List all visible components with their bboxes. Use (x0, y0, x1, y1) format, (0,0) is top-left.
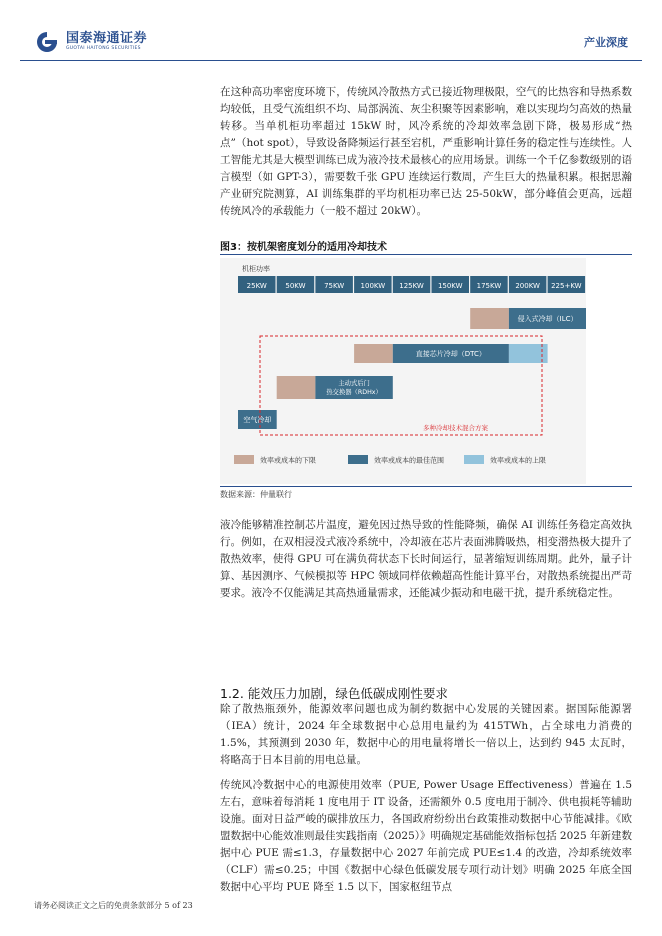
category-label: 175KW (476, 282, 502, 290)
category-label: 150KW (437, 282, 463, 290)
tech-bar-lower (277, 376, 316, 399)
hybrid-solution-label: 多种冷却技术混合方案 (423, 424, 488, 432)
tech-label: 主动式后门 (338, 380, 370, 387)
legend-swatch (348, 455, 368, 464)
category-label: 125KW (399, 282, 424, 290)
logo-mark-icon (34, 31, 60, 53)
paragraph-high-density: 在这种高功率密度环境下，传统风冷散热方式已接近物理极限，空气的比热容和导热系数均较低，且受气流组织不均、局部涡流、灰尘积聚等因素影响，难以实现均匀高效的热量转移。当单机柜功率超过 15kW 时，风冷系统的冷却效率急剧下降，极易形成“热点”（hot spot），导致设备降频运行甚至宕机，严重影响计算任务的稳定性与连续性。人工智能尤其是大模型训练已成为液冷技术最核心的应用场景。训练一个千亿参数级别的语言模型（如 GPT-3），需要数千张 GPU 连续运行数周，产生巨大的热量积累。根据思瀚产业研究院测算，AI 训练集群的平均机柜功率已达 25-50kW，部分峰值会更高，远超传统风冷的承载能力（一般不超过 20kW）。 (220, 86, 632, 217)
header-divider (20, 60, 642, 61)
category-label: 75KW (324, 282, 345, 290)
tech-label: 空气冷却 (243, 416, 272, 424)
legend-label: 效率或成本的上限 (490, 456, 546, 465)
cooling-technology-chart (220, 258, 586, 484)
category-label: 225+KW (551, 282, 582, 290)
logo-name-cn: 国泰海通证券 (66, 31, 148, 46)
tech-bar-lower (354, 344, 393, 363)
tech-label: 热交换器（RDHx） (326, 389, 382, 396)
category-label: 100KW (360, 282, 386, 290)
company-logo (34, 31, 147, 53)
page-footer: 请务必阅读正文之后的免责条款部分 5 of 23 (34, 901, 193, 910)
paragraph-pue: 传统风冷数据中心的电源使用效率（PUE, Power Usage Effectiveness）普遍在 1.5 左右，意味着每消耗 1 度电用于 IT 设备，还需额外 0.5 度电用于制冷、供电损耗等辅助设施。面对日益严峻的碳排放压力，各国政府纷纷出台政策推动数据中心节能减排。《欧盟数据中心能效准则最佳实践指南（2025）》明确规定基础能效指标包括 2025 年新建数据中心 PUE 需≤1.3，存量数据中心 2027 年前完成 PUE≤1.4 的改造，冷却系统效率（CLF）需≤0.25；中国《数据中心绿色低碳发展专项行动计划》明确 2025 年底全国数据中心平均 PUE 降至 1.5 以下，国家枢纽节点 (220, 779, 632, 893)
figure-title: 图3：按机架密度划分的适用冷却技术 (220, 238, 632, 255)
figure-source: 数据来源：仲量联行 (220, 486, 632, 500)
category-label: 200KW (515, 282, 540, 290)
category-label: 50KW (285, 282, 306, 290)
tech-label: 侵入式冷却（ILC） (517, 315, 578, 323)
paragraph-energy: 除了散热瓶颈外，能源效率问题也成为制约数据中心发展的关键因素。据国际能源署（IEA）统计，2024 年全球数据中心总用电量约为 415TWh，占全球电力消费的 1.5%，其预测到 2030 年，数据中心的用电量将增长一倍以上，达到约 945 太瓦时，将略高于日本目前的用电总量。 (220, 703, 632, 766)
legend-swatch (234, 455, 254, 464)
legend-label: 效率或成本的最佳范围 (374, 456, 444, 465)
paragraph-liquid-cooling: 液冷能够精准控制芯片温度，避免因过热导致的性能降频，确保 AI 训练任务稳定高效执行。例如，在双相浸没式液冷系统中，冷却液在芯片表面沸腾吸热，相变潜热极大提升了散热效率，使得 GPU 可在满负荷状态下长时间运行，显著缩短训练周期。此外，量子计算、基因测序、气候模拟等 HPC 领域同样依赖超高性能计算平台，对散热系统提出严苛要求。液冷不仅能满足其高热通量需求，还能减少振动和电磁干扰，提升系统稳定性。 (220, 519, 632, 599)
report-category: 产业深度 (584, 36, 628, 49)
category-label: 25KW (246, 282, 267, 290)
page-header (0, 0, 662, 64)
section-heading: 1.2. 能效压力加剧，绿色低碳成刚性要求 (220, 686, 448, 701)
legend-swatch (464, 455, 484, 464)
legend-label: 效率或成本的下限 (260, 456, 316, 465)
tech-label: 直接芯片冷却（DTC） (415, 350, 486, 358)
logo-name-en: GUOTAI HAITONG SECURITIES (66, 46, 141, 51)
tech-bar-lower (470, 308, 509, 329)
axis-label: 机柜功率 (242, 265, 270, 273)
